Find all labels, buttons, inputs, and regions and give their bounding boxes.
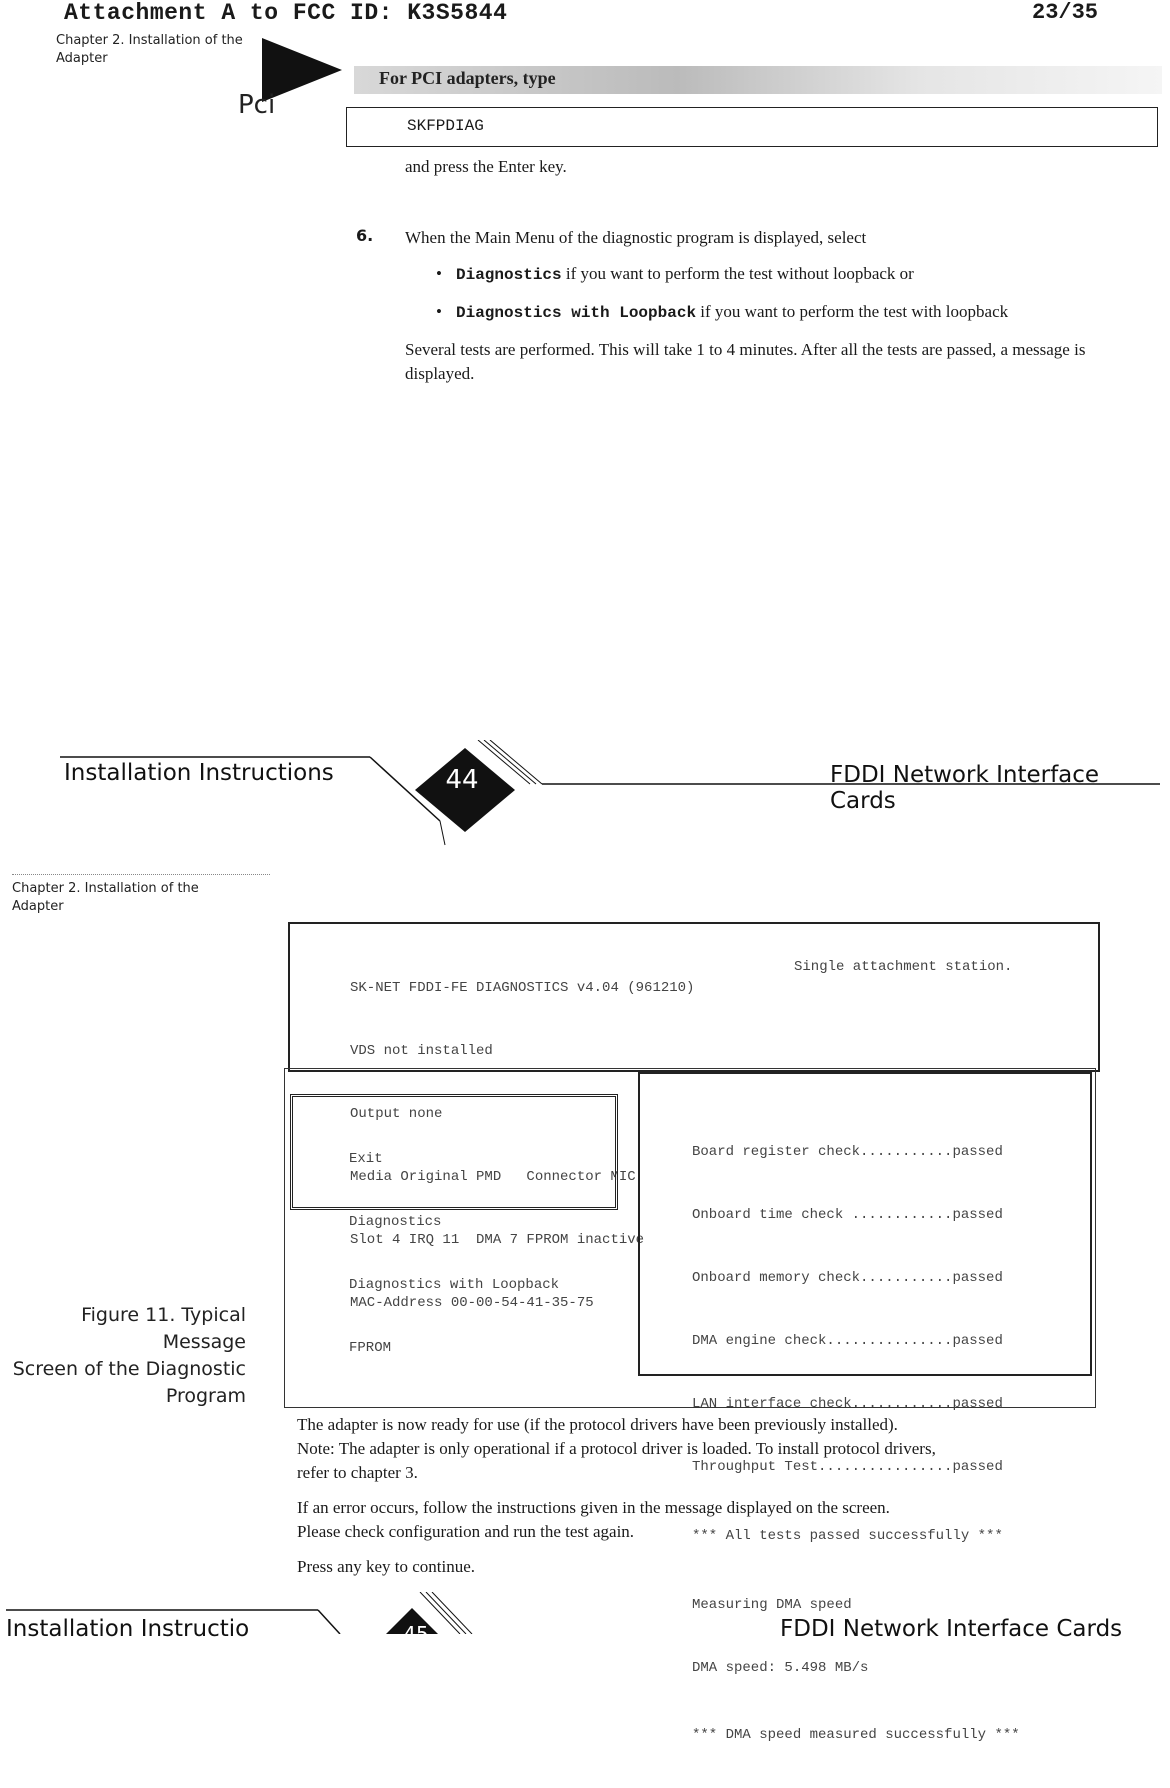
pci-instruction-banner [354, 66, 1162, 94]
enter-key-text: and press the Enter key. [405, 157, 567, 176]
ready-paragraph [297, 1413, 936, 1485]
attachment-header: Attachment A to FCC ID: K3S5844 [64, 0, 508, 26]
paragraph-line: Note: The adapter is only operational if a protocol driver is loaded. To install protocol drivers, [297, 1439, 936, 1458]
footer-left-title-45: Installation Instructio [6, 1616, 250, 1642]
test-result-line: LAN interface check............passed [692, 1396, 1003, 1412]
caption-line-3: Program [165, 1385, 246, 1407]
command-text: SKFPDIAG [407, 117, 484, 135]
footer-left-title: Installation Instructions [64, 760, 334, 786]
screen-line: SK-NET FDDI-FE DIAGNOSTICS v4.04 (961210) [350, 980, 695, 996]
measuring-text: Measuring DMA speed [692, 1597, 852, 1613]
chapter-line-1: Chapter 2. Installation of the [56, 33, 243, 48]
test-result-line: Throughput Test................passed [692, 1459, 1003, 1475]
screen-line: MAC-Address 00-00-54-41-35-75 [350, 1295, 594, 1311]
test-result-line: Onboard time check ............passed [692, 1207, 1003, 1223]
bullet-text: if you want to perform the test without loopback or [561, 264, 914, 283]
chapter-line-2: Adapter [56, 51, 108, 66]
footer-right-title: FDDI Network Interface Cards [830, 762, 1100, 814]
caption-line-2: Screen of the Diagnostic [12, 1358, 246, 1380]
dma-speed-text: DMA speed: 5.498 MB/s [692, 1660, 869, 1676]
bullet-text: if you want to perform the test with loopback [696, 302, 1009, 321]
bullet-code: Diagnostics [456, 266, 562, 284]
page-number-badge: 44 [445, 765, 479, 795]
bullet-item [456, 300, 1008, 325]
step-text: When the Main Menu of the diagnostic program is displayed, select [405, 228, 867, 247]
paragraph-line: If an error occurs, follow the instructions given in the message displayed on the screen. [297, 1498, 890, 1517]
footer-right-title-45: FDDI Network Interface Cards [780, 1616, 1123, 1642]
screen-line: VDS not installed [350, 1043, 493, 1059]
screen-line: Media Original PMD Connector MIC [350, 1169, 636, 1185]
pci-logo-icon: Pci [238, 90, 276, 120]
dma-success-message: *** DMA speed measured successfully *** [692, 1727, 1020, 1743]
menu-item-diagnostics-loopback[interactable]: Diagnostics with Loopback [349, 1277, 560, 1293]
paragraph-line: The adapter is now ready for use (if the protocol drivers have been previously installed). [297, 1415, 898, 1434]
test-result-line: Onboard memory check...........passed [692, 1270, 1003, 1286]
chapter-line-1: Chapter 2. Installation of the [12, 881, 199, 896]
step-number: 6. [356, 226, 374, 245]
paragraph-line: Please check configuration and run the test again. [297, 1522, 635, 1541]
all-passed-message: *** All tests passed successfully *** [692, 1528, 1003, 1544]
menu-item-diagnostics[interactable]: Diagnostics [349, 1214, 442, 1230]
caption-line-1: Figure 11. Typical Message [81, 1304, 246, 1353]
menu-item-exit[interactable]: Exit [349, 1151, 383, 1167]
chapter-heading-45 [12, 880, 199, 916]
test-result-line: Board register check...........passed [692, 1144, 1003, 1160]
command-box [346, 107, 1158, 147]
result-text: Several tests are performed. This will take 1 to 4 minutes. After all the tests are passed, a message is displayed. [405, 340, 1086, 383]
chapter-heading-44 [56, 32, 243, 68]
screen-line: Output none [350, 1106, 443, 1122]
figure-caption [0, 1302, 246, 1410]
chapter-line-2: Adapter [12, 899, 64, 914]
bullet-code: Diagnostics with Loopback [456, 304, 697, 322]
paragraph-line: refer to chapter 3. [297, 1463, 418, 1482]
chapter-divider [12, 874, 270, 875]
page-number-badge-45: 45 [403, 1622, 429, 1646]
error-paragraph [297, 1496, 890, 1544]
screen-line: Slot 4 IRQ 11 DMA 7 FPROM inactive [350, 1232, 645, 1248]
continue-text: Press any key to continue. [297, 1557, 475, 1576]
station-type: Single attachment station. [794, 959, 1013, 975]
main-menu [349, 1107, 559, 1401]
menu-item-fprom[interactable]: FPROM [349, 1340, 392, 1356]
test-result-line: DMA engine check...............passed [692, 1333, 1003, 1349]
page-counter: 23/35 [1032, 0, 1099, 25]
bullet-item [456, 262, 914, 287]
pci-instruction-text: For PCI adapters, type [379, 68, 556, 88]
